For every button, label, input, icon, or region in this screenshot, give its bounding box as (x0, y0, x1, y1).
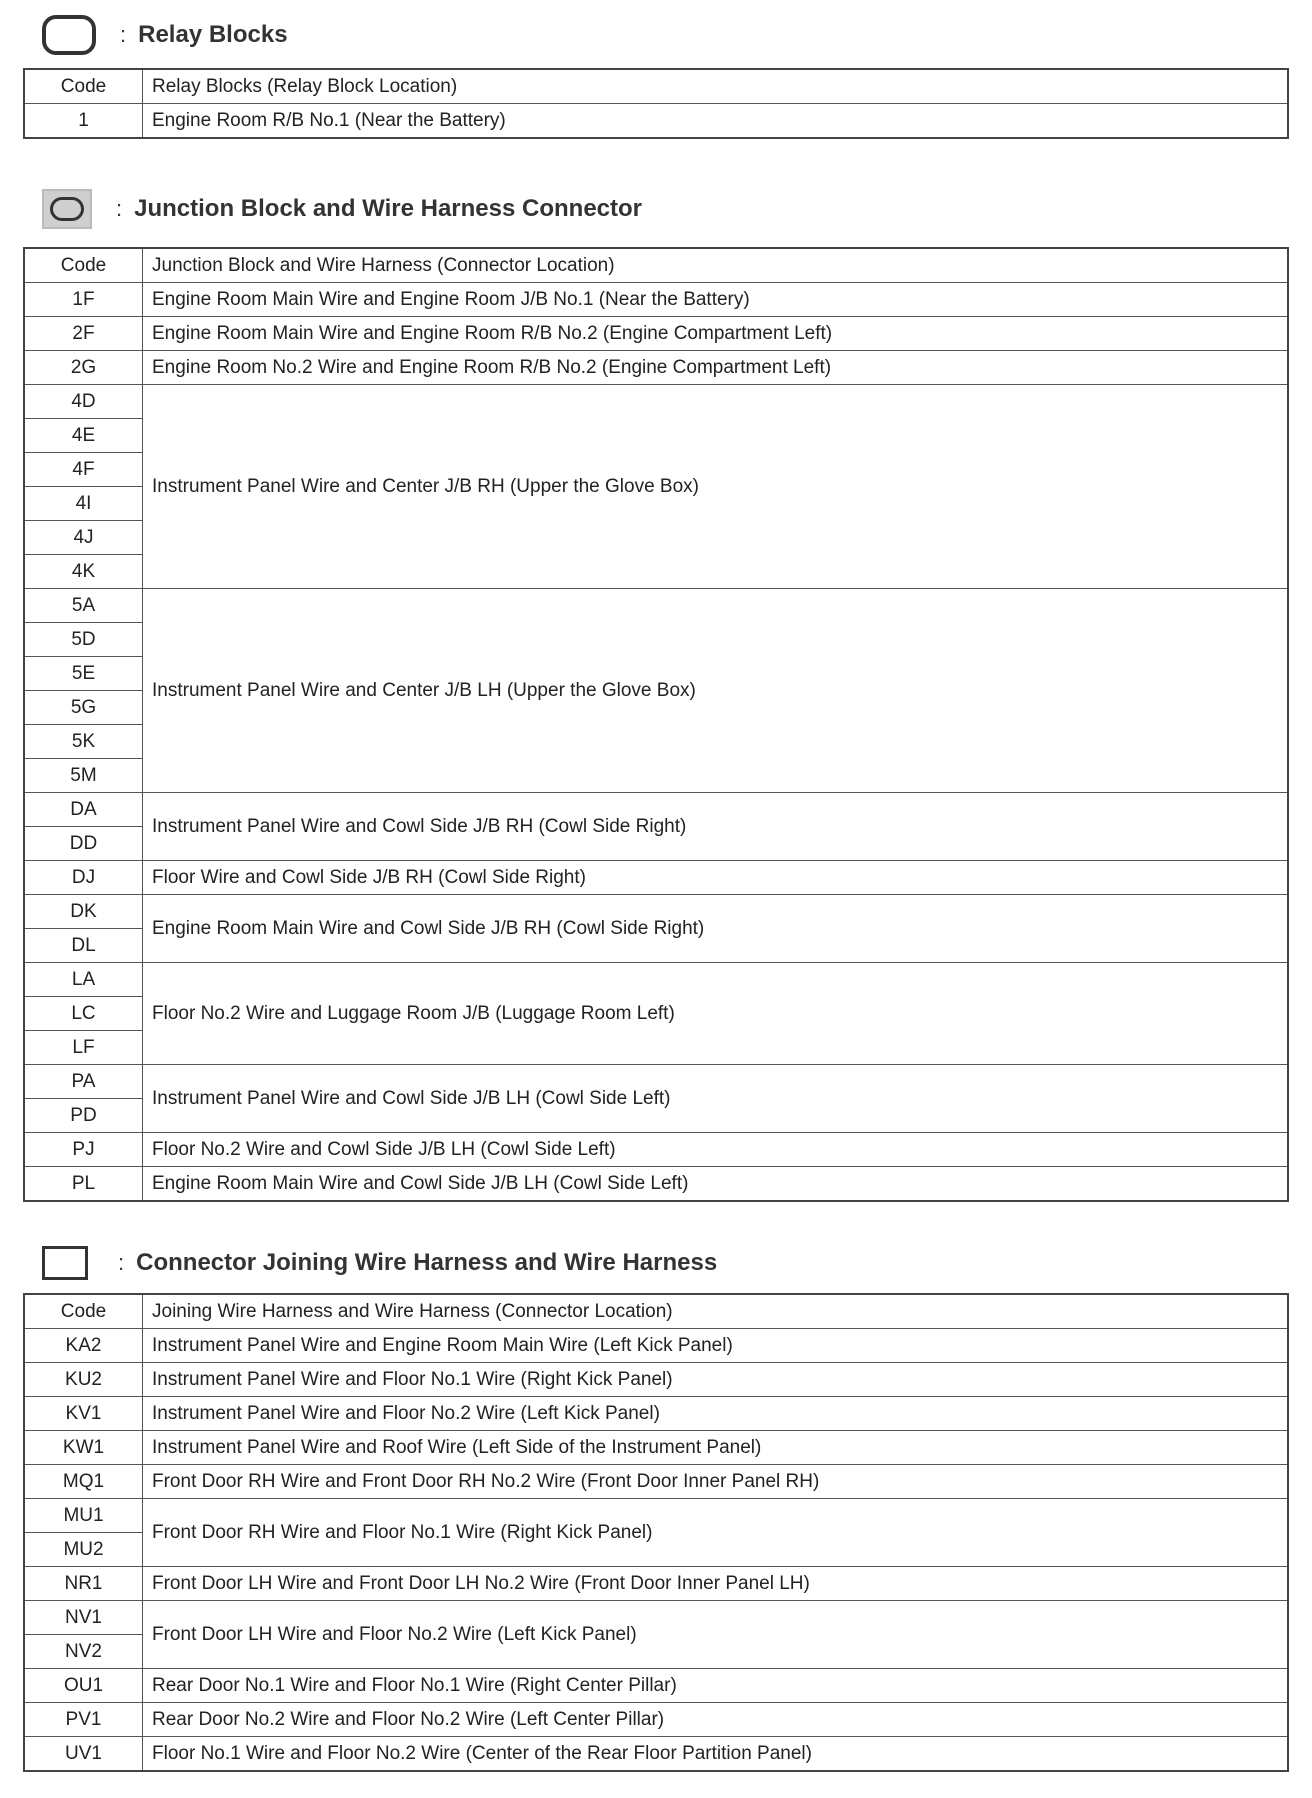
location-cell: Instrument Panel Wire and Cowl Side J/B RH (Cowl Side Right) (143, 793, 1289, 861)
table-row (24, 283, 1288, 317)
table-row (24, 351, 1288, 385)
location-cell: Instrument Panel Wire and Floor No.2 Wire (Left Kick Panel) (143, 1397, 1289, 1431)
location-cell: Instrument Panel Wire and Center J/B RH (Upper the Glove Box) (143, 385, 1289, 589)
code-cell: DJ (24, 861, 143, 895)
code-cell: 2G (24, 351, 143, 385)
junction-block-title: Junction Block and Wire Harness Connector (134, 195, 643, 222)
code-cell: 4E (24, 419, 143, 453)
junction-block-header (42, 188, 642, 230)
code-cell: MU1 (24, 1499, 143, 1533)
table-row (24, 1133, 1288, 1167)
rounded-rectangle-icon (42, 15, 96, 55)
code-cell: 4I (24, 487, 143, 521)
code-cell: OU1 (24, 1669, 143, 1703)
code-cell: 4K (24, 555, 143, 589)
code-cell: NR1 (24, 1567, 143, 1601)
table-row (24, 793, 1288, 827)
code-cell: KW1 (24, 1431, 143, 1465)
code-cell: 5E (24, 657, 143, 691)
location-cell: Engine Room R/B No.1 (Near the Battery) (143, 104, 1289, 139)
code-cell: LA (24, 963, 143, 997)
code-cell: 5G (24, 691, 143, 725)
connector-title: Connector Joining Wire Harness and Wire Harness (136, 1249, 718, 1276)
code-cell: PA (24, 1065, 143, 1099)
connector-colon: : (118, 1250, 125, 1275)
location-cell: Front Door LH Wire and Front Door LH No.2 Wire (Front Door Inner Panel LH) (143, 1567, 1289, 1601)
code-cell: 1F (24, 283, 143, 317)
location-cell: Engine Room Main Wire and Cowl Side J/B LH (Cowl Side Left) (143, 1167, 1289, 1202)
connector-table (23, 1293, 1289, 1772)
code-cell: KV1 (24, 1397, 143, 1431)
location-cell: Floor No.2 Wire and Luggage Room J/B (Luggage Room Left) (143, 963, 1289, 1065)
location-cell: Engine Room Main Wire and Engine Room R/B No.2 (Engine Compartment Left) (143, 317, 1289, 351)
location-cell: Front Door RH Wire and Floor No.1 Wire (Right Kick Panel) (143, 1499, 1289, 1567)
table-header-row (24, 248, 1288, 283)
table-header-row (24, 1294, 1288, 1329)
code-cell: LC (24, 997, 143, 1031)
location-cell: Floor No.1 Wire and Floor No.2 Wire (Center of the Rear Floor Partition Panel) (143, 1737, 1289, 1772)
location-cell: Engine Room No.2 Wire and Engine Room R/B No.2 (Engine Compartment Left) (143, 351, 1289, 385)
location-header: Relay Blocks (Relay Block Location) (143, 69, 1289, 104)
location-cell: Floor Wire and Cowl Side J/B RH (Cowl Side Right) (143, 861, 1289, 895)
location-cell: Instrument Panel Wire and Center J/B LH (Upper the Glove Box) (143, 589, 1289, 793)
location-cell: Floor No.2 Wire and Cowl Side J/B LH (Cowl Side Left) (143, 1133, 1289, 1167)
relay-blocks-header (42, 14, 288, 56)
table-row (24, 1363, 1288, 1397)
location-cell: Instrument Panel Wire and Floor No.1 Wire (Right Kick Panel) (143, 1363, 1289, 1397)
table-row (24, 1065, 1288, 1099)
code-cell: NV2 (24, 1635, 143, 1669)
code-cell: 4D (24, 385, 143, 419)
relay-blocks-colon: : (120, 22, 127, 47)
table-row (24, 895, 1288, 929)
relay-blocks-table (23, 68, 1289, 139)
table-header-row (24, 69, 1288, 104)
shaded-rounded-rectangle-icon (42, 189, 92, 229)
code-cell: KU2 (24, 1363, 143, 1397)
code-cell: MU2 (24, 1533, 143, 1567)
code-cell: UV1 (24, 1737, 143, 1772)
code-cell: 4J (24, 521, 143, 555)
code-cell: 5A (24, 589, 143, 623)
location-header: Junction Block and Wire Harness (Connector Location) (143, 248, 1289, 283)
table-row (24, 1465, 1288, 1499)
table-row (24, 1669, 1288, 1703)
table-row (24, 1601, 1288, 1635)
location-cell: Front Door RH Wire and Front Door RH No.2 Wire (Front Door Inner Panel RH) (143, 1465, 1289, 1499)
code-cell: 5D (24, 623, 143, 657)
code-cell: 5M (24, 759, 143, 793)
table-row (24, 963, 1288, 997)
location-cell: Engine Room Main Wire and Engine Room J/B No.1 (Near the Battery) (143, 283, 1289, 317)
location-cell: Rear Door No.2 Wire and Floor No.2 Wire (Left Center Pillar) (143, 1703, 1289, 1737)
code-cell: LF (24, 1031, 143, 1065)
code-cell: 1 (24, 104, 143, 139)
code-cell: PL (24, 1167, 143, 1202)
code-cell: KA2 (24, 1329, 143, 1363)
table-row (24, 317, 1288, 351)
location-cell: Instrument Panel Wire and Roof Wire (Left Side of the Instrument Panel) (143, 1431, 1289, 1465)
code-cell: DL (24, 929, 143, 963)
code-cell: DK (24, 895, 143, 929)
table-row (24, 1499, 1288, 1533)
code-header: Code (24, 248, 143, 283)
table-row (24, 1329, 1288, 1363)
table-row (24, 1431, 1288, 1465)
code-cell: PV1 (24, 1703, 143, 1737)
table-row (24, 104, 1288, 139)
table-row (24, 861, 1288, 895)
relay-blocks-title: Relay Blocks (138, 21, 288, 48)
code-header: Code (24, 69, 143, 104)
location-cell: Front Door LH Wire and Floor No.2 Wire (Left Kick Panel) (143, 1601, 1289, 1669)
location-cell: Engine Room Main Wire and Cowl Side J/B RH (Cowl Side Right) (143, 895, 1289, 963)
code-cell: MQ1 (24, 1465, 143, 1499)
location-header: Joining Wire Harness and Wire Harness (Connector Location) (143, 1294, 1289, 1329)
code-cell: DA (24, 793, 143, 827)
code-cell: PJ (24, 1133, 143, 1167)
table-row (24, 589, 1288, 623)
code-cell: PD (24, 1099, 143, 1133)
code-cell: 2F (24, 317, 143, 351)
code-cell: 4F (24, 453, 143, 487)
table-row (24, 1397, 1288, 1431)
location-cell: Rear Door No.1 Wire and Floor No.1 Wire (Right Center Pillar) (143, 1669, 1289, 1703)
table-row (24, 1567, 1288, 1601)
location-cell: Instrument Panel Wire and Cowl Side J/B LH (Cowl Side Left) (143, 1065, 1289, 1133)
junction-block-table (23, 247, 1289, 1202)
table-row (24, 385, 1288, 419)
code-cell: DD (24, 827, 143, 861)
code-cell: 5K (24, 725, 143, 759)
junction-block-colon: : (116, 196, 123, 221)
table-row (24, 1167, 1288, 1202)
connector-header (42, 1242, 717, 1284)
code-cell: NV1 (24, 1601, 143, 1635)
location-cell: Instrument Panel Wire and Engine Room Main Wire (Left Kick Panel) (143, 1329, 1289, 1363)
table-row (24, 1737, 1288, 1772)
rectangle-icon (42, 1246, 88, 1280)
table-row (24, 1703, 1288, 1737)
code-header: Code (24, 1294, 143, 1329)
